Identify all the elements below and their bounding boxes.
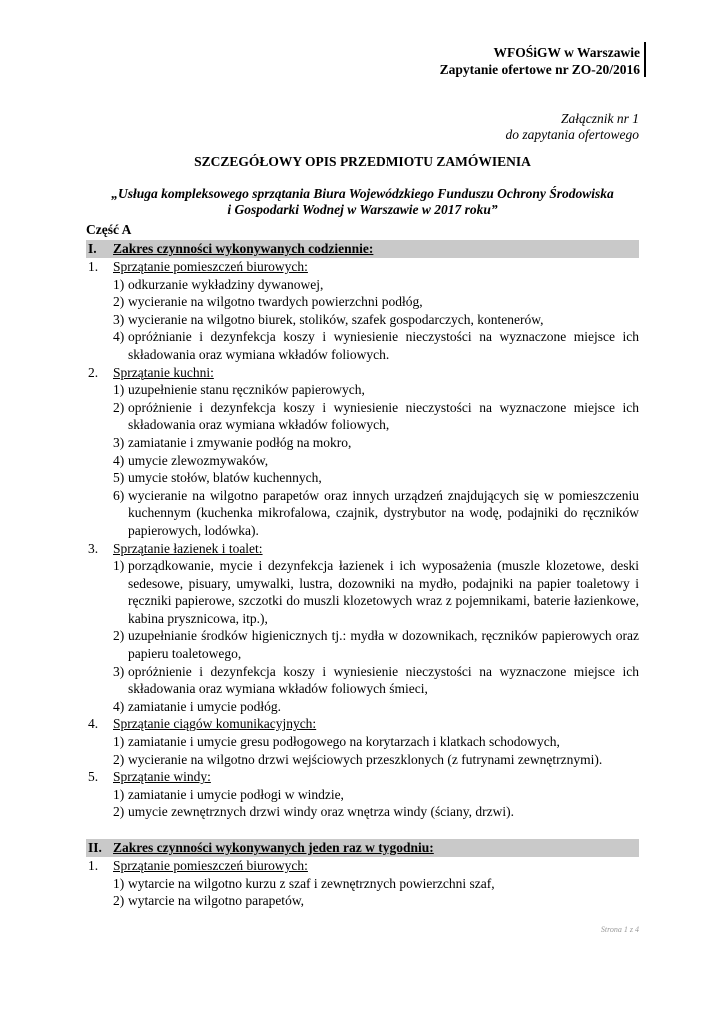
list-item xyxy=(113,557,639,627)
header-organization: WFOŚiGW w Warszawie xyxy=(493,45,640,60)
group-number: 4. xyxy=(88,716,99,732)
list-group xyxy=(86,715,639,733)
item-number: 3) xyxy=(113,663,125,679)
group-title: Sprzątanie pomieszczeń biurowych: xyxy=(113,858,308,873)
attachment-note xyxy=(506,111,640,143)
list-group xyxy=(86,768,639,786)
list-group xyxy=(86,857,639,875)
item-text: opróżnianie i dezynfekcja koszy i wyniesienie nieczystości na wyznaczone miejsce ich składowania oraz wymiana wkładów foliowych. xyxy=(128,329,639,362)
list-item xyxy=(113,487,639,540)
list-item xyxy=(113,381,639,399)
group-number: 2. xyxy=(88,364,99,380)
list-item xyxy=(113,663,639,698)
item-number: 1) xyxy=(113,276,125,292)
part-label: Część A xyxy=(86,222,132,237)
group-title: Sprzątanie windy: xyxy=(113,769,211,785)
item-number: 2) xyxy=(113,294,125,310)
section-title: Zakres czynności wykonywanych jeden raz w tygodniu: xyxy=(113,840,434,855)
item-text: uzupełnienie stanu ręczników papierowych, xyxy=(128,382,365,398)
section-number: II. xyxy=(88,840,102,855)
item-text: wycieranie na wilgotno parapetów oraz innych urządzeń znajdujących się w pomieszczeniu kuchennym (kuchenka mikrofalowa, czajnik, dystrybutor na wodę, podajniki do ręczników papierowych, lodówka). xyxy=(128,487,639,538)
group-number: 5. xyxy=(88,769,99,785)
item-text: umycie zlewozmywaków, xyxy=(128,452,269,468)
list-item xyxy=(113,293,639,311)
list-item xyxy=(113,698,639,716)
item-number: 4) xyxy=(113,329,125,345)
item-number: 2) xyxy=(113,893,125,909)
item-number: 1) xyxy=(113,558,125,574)
item-number: 5) xyxy=(113,470,125,486)
section-spacer xyxy=(86,821,639,839)
item-number: 2) xyxy=(113,751,125,767)
section-header xyxy=(86,240,639,258)
list-item xyxy=(113,803,639,821)
document-content xyxy=(86,240,639,910)
page-subtitle xyxy=(60,186,665,218)
item-text: opróżnienie i dezynfekcja koszy i wyniesienie nieczystości na wyznaczone miejsce ich składowania oraz wymiana wkładów foliowych śmieci, xyxy=(128,663,639,697)
page-title: SZCZEGÓŁOWY OPIS PRZEDMIOTU ZAMÓWIENIA xyxy=(194,154,531,169)
item-number: 3) xyxy=(113,311,125,327)
item-number: 3) xyxy=(113,434,125,450)
list-group xyxy=(86,258,639,276)
item-number: 1) xyxy=(113,382,125,398)
item-number: 2) xyxy=(113,628,125,644)
page-footer: Strona 1 z 4 xyxy=(600,925,639,934)
list-item xyxy=(113,875,639,893)
item-number: 2) xyxy=(113,804,125,820)
item-text: wycieranie na wilgotno twardych powierzchni podłóg, xyxy=(128,294,423,310)
document-header xyxy=(440,44,640,78)
section-number: I. xyxy=(88,241,97,256)
item-number: 6) xyxy=(113,487,125,503)
item-text: uzupełnianie środków higienicznych tj.: mydła w dozownikach, ręczników papierowych oraz papieru toaletowego, xyxy=(128,628,639,662)
item-text: zamiatanie i zmywanie podłóg na mokro, xyxy=(128,434,352,450)
list-item xyxy=(113,276,639,294)
list-item xyxy=(113,452,639,470)
list-item xyxy=(113,434,639,452)
group-number: 1. xyxy=(88,259,99,274)
group-title: Sprzątanie łazienek i toalet: xyxy=(113,540,263,556)
list-group xyxy=(86,364,639,382)
item-text: wycieranie na wilgotno drzwi wejściowych przeszklonych (z futrynami zewnętrznymi). xyxy=(128,751,603,767)
header-reference: Zapytanie ofertowe nr ZO-20/2016 xyxy=(439,62,640,77)
item-text: opróżnienie i dezynfekcja koszy i wyniesienie nieczystości na wyznaczone miejsce ich składowania oraz wymiana wkładów foliowych, xyxy=(128,399,639,433)
list-group xyxy=(86,540,639,558)
list-item xyxy=(113,892,639,910)
item-text: zamiatanie i umycie podłóg. xyxy=(128,698,281,714)
item-text: porządkowanie, mycie i dezynfekcja łazienek i ich wyposażenia (muszle klozetowe, deski sedesowe, pisuary, umywalki, lustra, dozowniki na mydło, podajniki na papier toaletowy i ręczniki papierowe, szczotki do muszli klozetowych wraz z pojemnikami, baterie łazienkowe, kabina prysznicowa, itp.), xyxy=(128,558,639,626)
item-text: wytarcie na wilgotno parapetów, xyxy=(128,893,305,909)
attachment-reference: do zapytania ofertowego xyxy=(505,127,639,142)
list-item xyxy=(113,469,639,487)
item-text: umycie stołów, blatów kuchennych, xyxy=(128,470,322,486)
item-number: 1) xyxy=(113,875,125,891)
item-number: 1) xyxy=(113,786,125,802)
item-text: wycieranie na wilgotno biurek, stolików, szafek gospodarczych, kontenerów, xyxy=(128,311,544,327)
list-item xyxy=(113,786,639,804)
list-item xyxy=(113,311,639,329)
item-text: zamiatanie i umycie gresu podłogowego na korytarzach i klatkach schodowych, xyxy=(128,734,560,750)
attachment-number: Załącznik nr 1 xyxy=(560,111,639,126)
list-item xyxy=(113,751,639,769)
group-number: 3. xyxy=(88,540,99,556)
group-title: Sprzątanie kuchni: xyxy=(113,364,214,380)
group-title: Sprzątanie pomieszczeń biurowych: xyxy=(113,259,308,274)
subtitle-line-1: „Usługa kompleksowego sprzątania Biura Wojewódzkiego Funduszu Ochrony Środowiska xyxy=(111,186,614,201)
header-rule xyxy=(644,42,646,77)
list-item xyxy=(113,328,639,363)
item-number: 4) xyxy=(113,698,125,714)
subtitle-line-2: i Gospodarki Wodnej w Warszawie w 2017 roku” xyxy=(227,202,498,217)
list-item xyxy=(113,399,639,434)
item-text: wytarcie na wilgotno kurzu z szaf i zewnętrznych powierzchni szaf, xyxy=(128,875,495,891)
item-text: zamiatanie i umycie podłogi w windzie, xyxy=(128,786,344,802)
group-title: Sprzątanie ciągów komunikacyjnych: xyxy=(113,716,317,732)
group-number: 1. xyxy=(88,858,99,873)
item-number: 2) xyxy=(113,399,125,415)
list-item xyxy=(113,627,639,662)
section-title: Zakres czynności wykonywanych codziennie: xyxy=(113,241,374,256)
list-item xyxy=(113,733,639,751)
item-number: 1) xyxy=(113,734,125,750)
section-header xyxy=(86,839,639,857)
item-text: umycie zewnętrznych drzwi windy oraz wnętrza windy (ściany, drzwi). xyxy=(128,804,514,820)
item-text: odkurzanie wykładziny dywanowej, xyxy=(128,276,324,292)
item-number: 4) xyxy=(113,452,125,468)
